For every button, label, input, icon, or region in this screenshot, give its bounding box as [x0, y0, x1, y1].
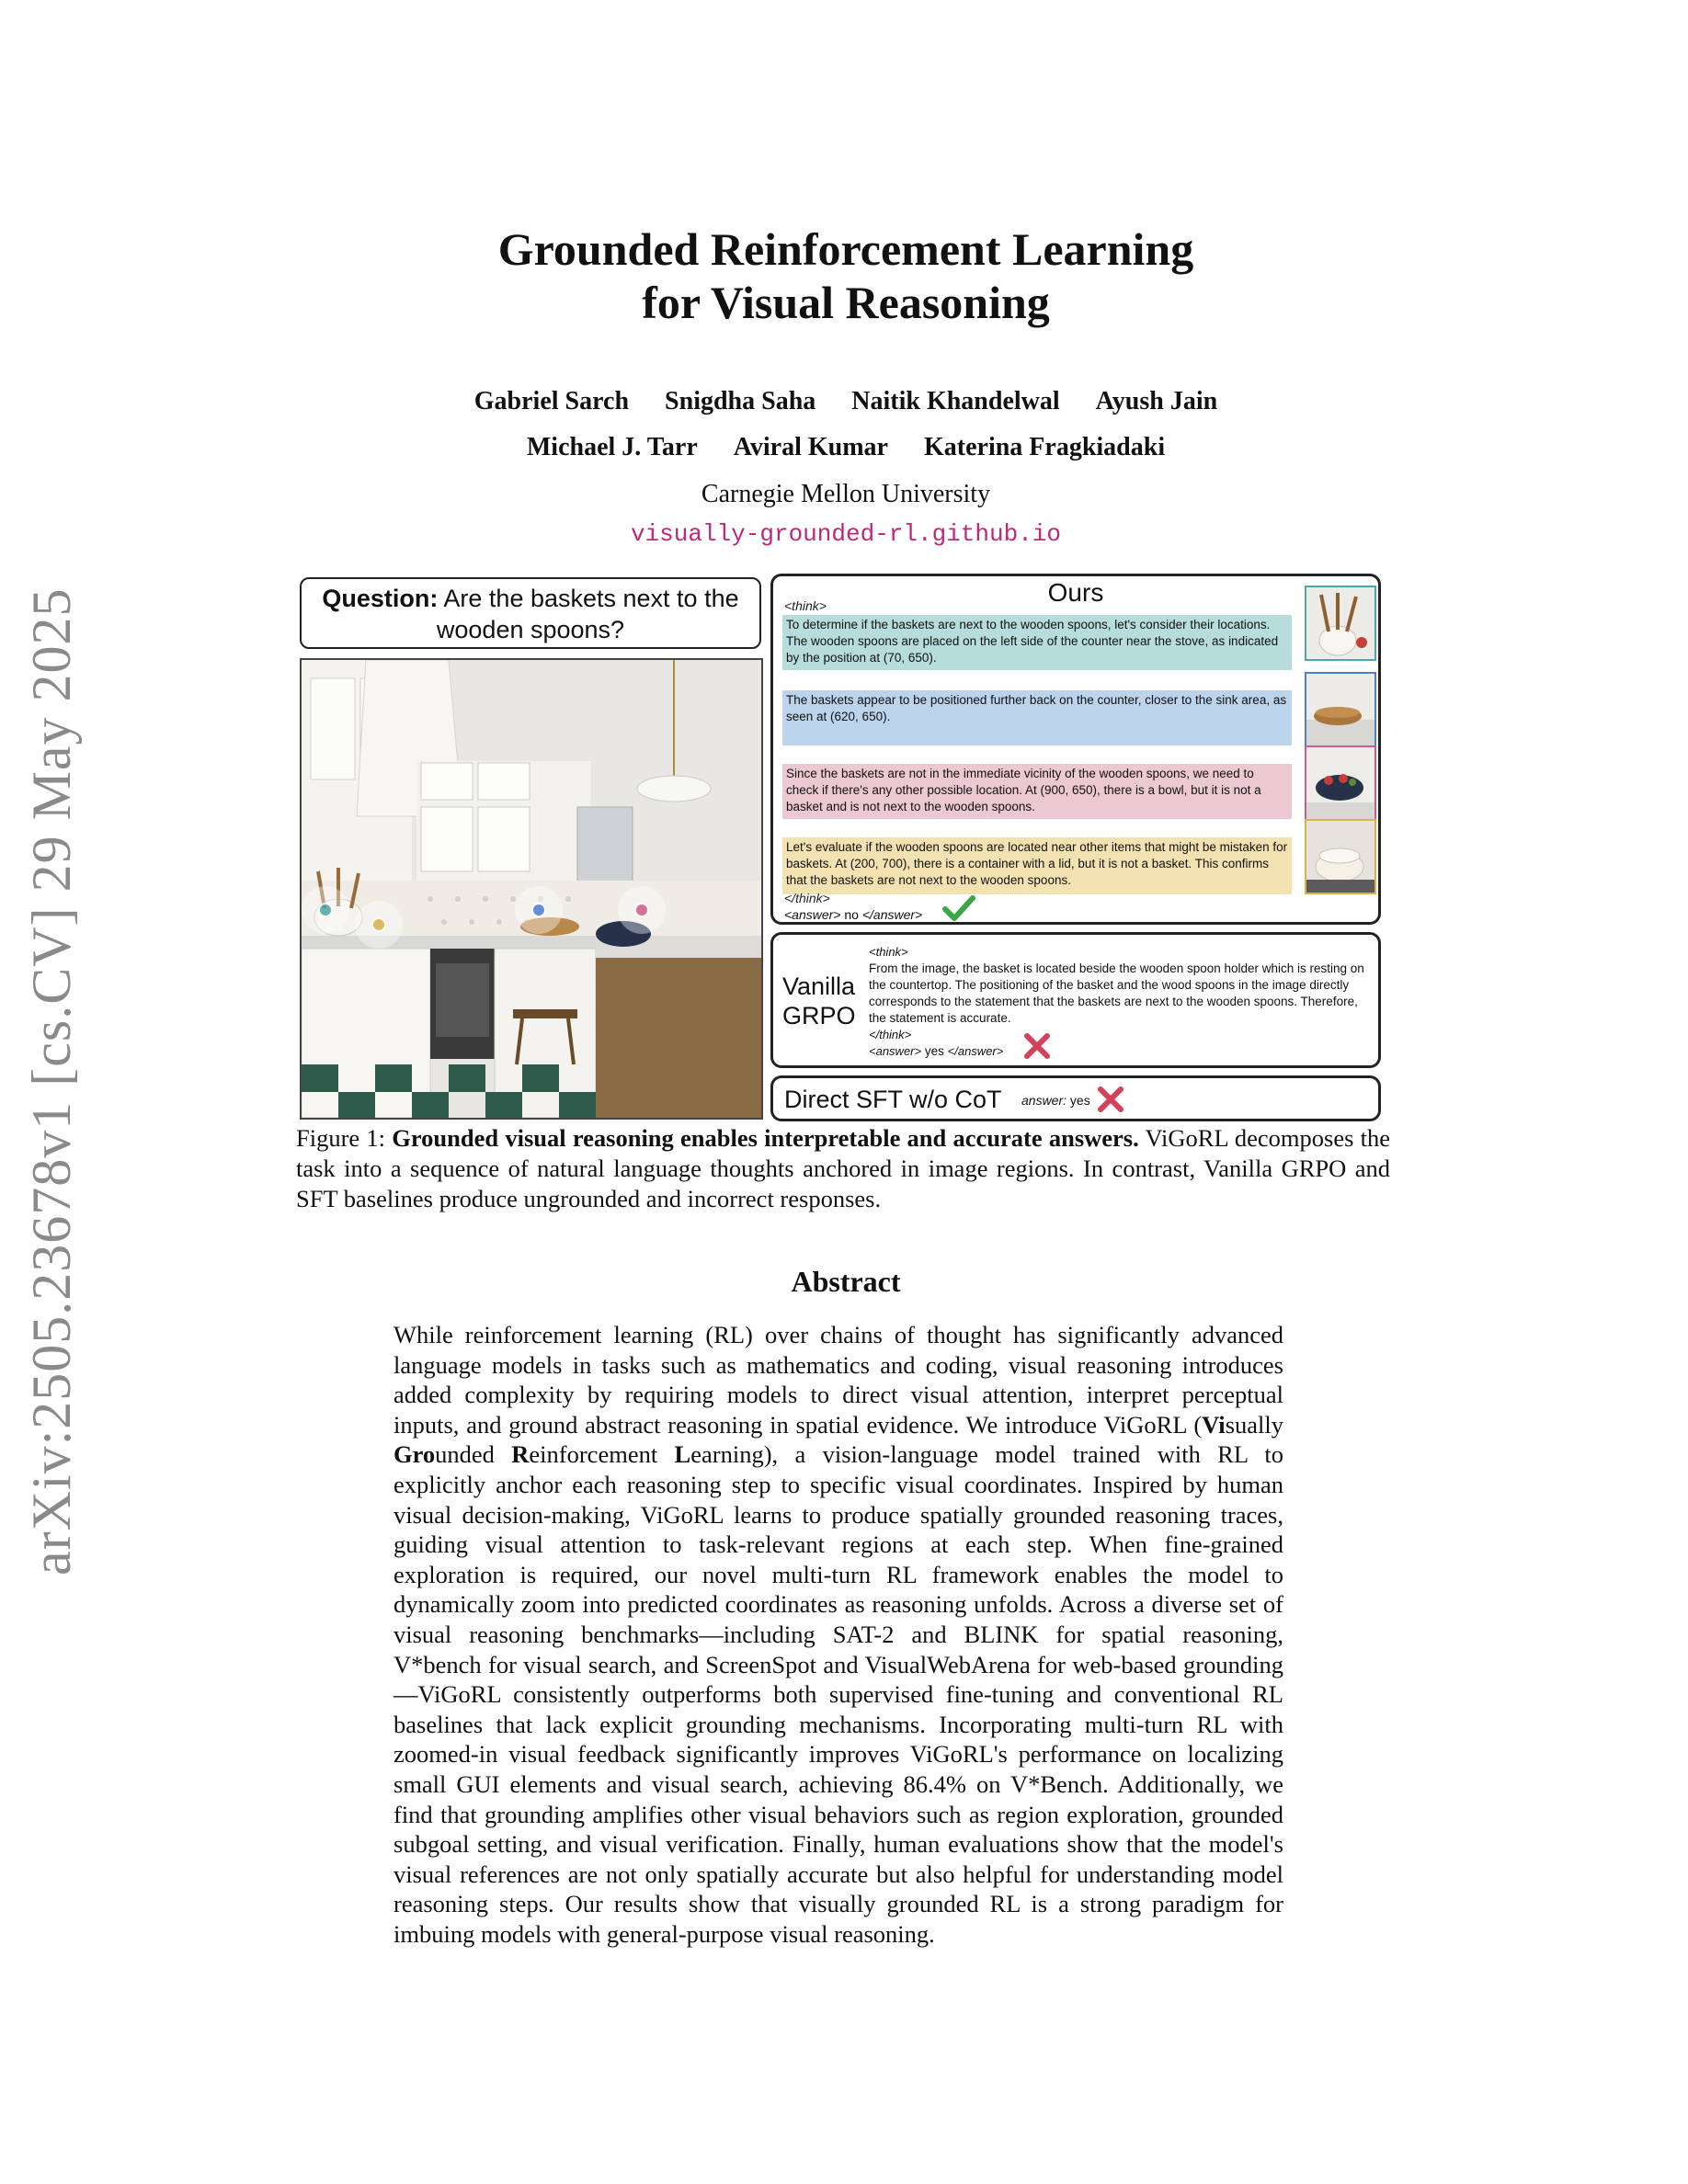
affiliation: Carnegie Mellon University [701, 480, 991, 508]
author: Naitik Khandelwal [851, 387, 1060, 415]
zoom-thumbnail-spoons [1305, 586, 1376, 661]
abstract-body: While reinforcement learning (RL) over chains of thought has significantly advanced language models in tasks such as mathematics and coding, visual reasoning introduces added complexity by requiring models to direct visual attention, interpret perceptual inputs, and ground abstract reasoning in spatial evidence. We introduce ViGoRL (Visually Grounded Reinforcement Learning), a vision-language model trained with RL to explicitly anchor each reasoning step to specific visual coordinates. Inspired by human visual decision-making, ViGoRL learns to produce spatially grounded reasoning traces, guiding visual attention to task-relevant regions at each step. When fine-grained exploration is required, our novel multi-turn RL framework enables the model to dynamically zoom into predicted coordinates as reasoning unfolds. Across a diverse set of visual reasoning benchmarks—including SAT-2 and BLINK for spatial reasoning, V*bench for visual search, and ScreenSpot and VisualWebArena for web-based grounding—ViGoRL consistently outperforms both supervised fine-tuning and conventional RL baselines that lack explicit grounding mechanisms. Incorporating multi-turn RL with zoomed-in visual feedback significantly improves ViGoRL's performance on localizing small GUI elements and visual search, achieving 86.4% on V*Bench. Additionally, we find that grounding amplifies other visual behaviors such as region exploration, grounded subgoal setting, and visual verification. Finally, human evaluations show that the model's visual references are not only spatially accurate but also helpful for understanding model reasoning steps. Our results show that visually grounded RL is a strong paradigm for imbuing models with general-purpose visual reasoning. [393, 1321, 1283, 1948]
direct-sft-answer: answer: yes [1021, 1093, 1090, 1108]
reasoning-step-3: Since the baskets are not in the immediate vicinity of the wooden spoons, we need to check if there's any other possible location. At (900, 650), there is a bowl, but it is not a basket and is not next to the wooden spoons. [782, 764, 1292, 819]
question-text: Are the baskets next to the wooden spoons? [436, 585, 739, 643]
author: Michael J. Tarr [526, 433, 698, 461]
vanilla-grpo-panel [770, 932, 1381, 1068]
ours-title: Ours [1047, 578, 1104, 607]
zoom-thumbnail-container [1305, 819, 1376, 894]
title-line-1: Grounded Reinforcement Learning [497, 223, 1194, 275]
abstract-heading: Abstract [791, 1265, 901, 1298]
question-box [300, 577, 761, 649]
author: Aviral Kumar [733, 433, 888, 461]
author: Snigdha Saha [665, 387, 816, 415]
reasoning-step-1: To determine if the baskets are next to the wooden spoons, let's consider their locations. The wooden spoons are placed on the left side of the counter near the stove, as indicated by the position at (70, 650). [782, 615, 1292, 670]
authors-row-2 [294, 432, 1397, 463]
author: Ayush Jain [1095, 387, 1218, 415]
reasoning-step-2: The baskets appear to be positioned further back on the counter, closer to the sink area, as seen at (620, 650). [782, 690, 1292, 745]
kitchen-illustration [302, 660, 761, 1118]
reasoning-step-4: Let's evaluate if the wooden spoons are located near other items that might be mistaken for baskets. At (200, 700), there is a container with a lid, but it is not a basket. This confirms that the baskets are not next to the wooden spoons. [782, 837, 1292, 894]
question-label: Question: [322, 585, 439, 612]
authors-row-1 [294, 386, 1397, 417]
ours-panel [770, 574, 1381, 925]
checkmark-icon [942, 894, 975, 922]
cross-icon [1097, 1086, 1124, 1113]
cross-icon [1023, 1032, 1051, 1060]
title-line-2: for Visual Reasoning [642, 277, 1050, 328]
author: Katerina Fragkiadaki [923, 433, 1166, 461]
ours-answer: <answer> no </answer> [784, 907, 923, 922]
figure-1 [298, 574, 1383, 1123]
kitchen-photo [300, 658, 763, 1120]
direct-sft-panel [770, 1075, 1381, 1121]
direct-sft-label: Direct SFT w/o CoT [784, 1086, 1002, 1113]
zoom-thumbnail-baskets [1305, 672, 1376, 747]
think-close-tag: </think> [784, 891, 830, 905]
think-open-tag: <think> [784, 598, 827, 613]
project-url[interactable]: visually-grounded-rl.github.io [630, 520, 1062, 548]
vanilla-grpo-label: Vanilla GRPO [782, 973, 856, 1029]
author: Gabriel Sarch [473, 387, 630, 415]
vanilla-grpo-response: <think> From the image, the basket is located beside the wooden spoon holder which is resting on the countertop. The positioning of the basket and the wood spoons in the image directly corresponds to the statement that the baskets are next to the wooden spoons. Therefore, the statement is accurate. </think> <answer> yes </answer> [869, 945, 1364, 1058]
zoom-thumbnail-bowl [1305, 745, 1376, 821]
arxiv-identifier: arXiv:2505.23678v1 [cs.CV] 29 May 2025 [21, 587, 82, 1575]
paper-title [294, 222, 1397, 329]
figure-caption: Figure 1: Grounded visual reasoning enables interpretable and accurate answers. ViGoRL decomposes the task into a sequence of natural language thoughts anchored in image regions. In contrast, Vanilla GRPO and SFT baselines produce ungrounded and incorrect responses. [296, 1124, 1391, 1212]
